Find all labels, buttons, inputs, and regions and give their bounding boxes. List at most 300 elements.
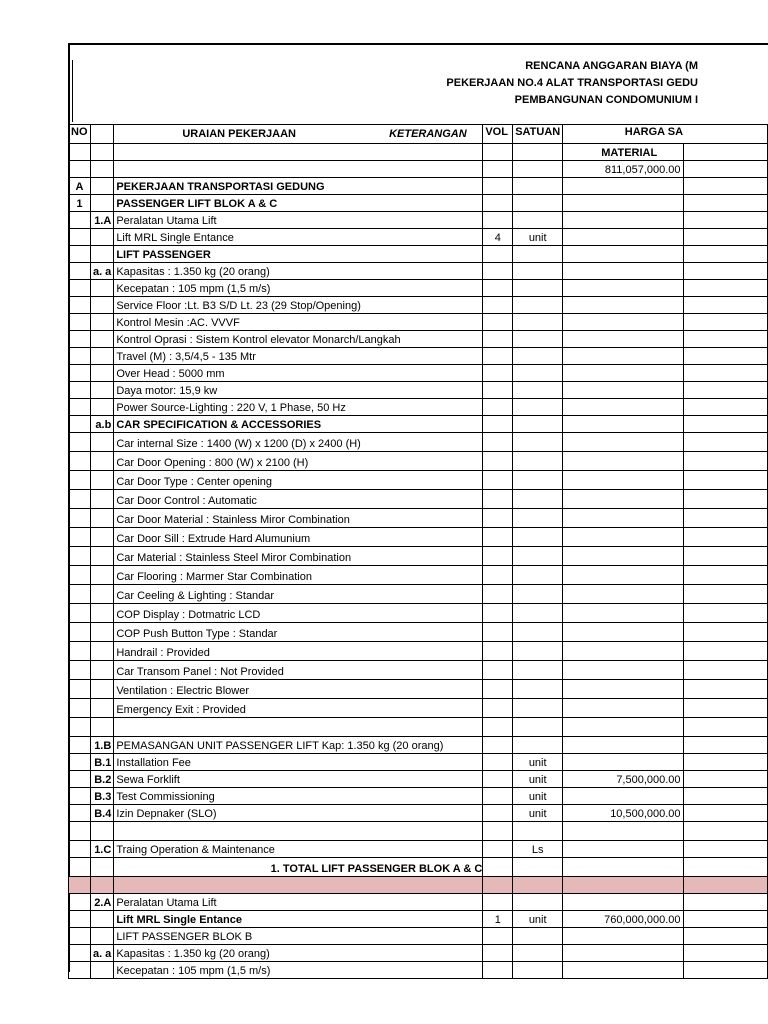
row-description[interactable]: Sewa Forklift [114,771,483,788]
row-number[interactable] [69,566,91,585]
cell[interactable] [69,144,91,161]
row-vol[interactable] [483,178,513,195]
row-number[interactable] [69,528,91,547]
header-uraian-cell[interactable] [114,125,483,144]
cell[interactable] [90,161,113,178]
row-satuan[interactable] [513,737,563,754]
row-extra[interactable] [683,718,767,737]
row-vol[interactable] [483,737,513,754]
row-vol[interactable] [483,661,513,680]
row-extra[interactable] [683,928,767,945]
row-sub-number[interactable] [90,331,113,348]
row-description[interactable]: Car Door Material : Stainless Miror Combination [114,509,483,528]
row-number[interactable] [69,280,91,297]
row-number[interactable] [69,962,91,979]
row-description[interactable]: Kapasitas : 1.350 kg (20 orang) [114,945,483,962]
row-material[interactable]: 7,500,000.00 [563,771,683,788]
row-sub-number[interactable]: 1.B [90,737,113,754]
row-material[interactable] [563,699,683,718]
row-description[interactable]: COP Push Button Type : Standar [114,623,483,642]
row-sub-number[interactable]: B.1 [90,754,113,771]
row-extra[interactable] [683,805,767,822]
row-extra[interactable] [683,528,767,547]
row-extra[interactable] [683,490,767,509]
row-number[interactable] [69,331,91,348]
row-sub-number[interactable] [90,509,113,528]
row-satuan[interactable]: unit [513,788,563,805]
row-description[interactable]: Lift MRL Single Entance [114,229,483,246]
row-satuan[interactable] [513,945,563,962]
cell[interactable] [513,161,563,178]
row-material[interactable] [563,566,683,585]
row-satuan[interactable]: unit [513,771,563,788]
row-satuan[interactable] [513,566,563,585]
row-sub-number[interactable] [90,699,113,718]
row-satuan[interactable]: unit [513,229,563,246]
row-extra[interactable] [683,623,767,642]
row-sub-number[interactable]: 2.A [90,894,113,911]
row-vol[interactable] [483,699,513,718]
cell[interactable] [483,161,513,178]
row-extra[interactable] [683,452,767,471]
row-satuan[interactable] [513,490,563,509]
row-number[interactable] [69,718,91,737]
row-vol[interactable] [483,788,513,805]
row-extra[interactable] [683,195,767,212]
row-vol[interactable] [483,877,513,894]
row-vol[interactable] [483,528,513,547]
row-description[interactable]: Car Transom Panel : Not Provided [114,661,483,680]
row-description[interactable]: PEKERJAAN TRANSPORTASI GEDUNG [114,178,483,195]
row-description[interactable]: Over Head : 5000 mm [114,365,483,382]
cell[interactable] [513,144,563,161]
row-extra[interactable] [683,382,767,399]
row-number[interactable] [69,585,91,604]
row-sub-number[interactable] [90,471,113,490]
row-sub-number[interactable] [90,382,113,399]
row-vol[interactable] [483,718,513,737]
row-number[interactable] [69,229,91,246]
row-sub-number[interactable]: 1.C [90,841,113,858]
material-total[interactable]: 811,057,000.00 [563,161,683,178]
cell[interactable] [69,161,91,178]
row-material[interactable] [563,314,683,331]
row-number[interactable] [69,928,91,945]
row-description[interactable]: PEMASANGAN UNIT PASSENGER LIFT Kap: 1.350 kg (20 orang) [114,737,483,754]
row-extra[interactable] [683,841,767,858]
row-satuan[interactable] [513,894,563,911]
row-description[interactable] [114,822,483,841]
row-sub-number[interactable]: B.3 [90,788,113,805]
row-sub-number[interactable] [90,604,113,623]
row-vol[interactable] [483,547,513,566]
row-material[interactable] [563,246,683,263]
row-description[interactable]: Lift MRL Single Entance [114,911,483,928]
row-description[interactable]: Emergency Exit : Provided [114,699,483,718]
row-material[interactable] [563,604,683,623]
row-description[interactable]: COP Display : Dotmatric LCD [114,604,483,623]
row-material[interactable] [563,528,683,547]
row-extra[interactable] [683,642,767,661]
row-material[interactable] [563,382,683,399]
row-satuan[interactable] [513,348,563,365]
row-material[interactable] [563,661,683,680]
row-satuan[interactable] [513,718,563,737]
header-no[interactable]: NO [69,125,91,144]
row-number[interactable] [69,452,91,471]
row-vol[interactable] [483,642,513,661]
row-vol[interactable] [483,754,513,771]
row-description[interactable]: Installation Fee [114,754,483,771]
row-material[interactable] [563,178,683,195]
row-satuan[interactable] [513,212,563,229]
row-number[interactable] [69,642,91,661]
row-number[interactable] [69,433,91,452]
row-number[interactable] [69,348,91,365]
row-extra[interactable] [683,280,767,297]
row-extra[interactable] [683,433,767,452]
row-number[interactable] [69,490,91,509]
row-vol[interactable] [483,314,513,331]
row-material[interactable] [563,297,683,314]
row-satuan[interactable] [513,246,563,263]
row-vol[interactable] [483,962,513,979]
row-extra[interactable] [683,788,767,805]
cell[interactable] [114,161,483,178]
row-number[interactable] [69,509,91,528]
row-satuan[interactable] [513,822,563,841]
row-extra[interactable] [683,566,767,585]
row-extra[interactable] [683,754,767,771]
row-number[interactable] [69,297,91,314]
row-material[interactable] [563,263,683,280]
row-sub-number[interactable] [90,718,113,737]
row-material[interactable] [563,822,683,841]
row-sub-number[interactable] [90,858,113,877]
row-material[interactable]: 760,000,000.00 [563,911,683,928]
row-extra[interactable] [683,585,767,604]
row-satuan[interactable] [513,263,563,280]
row-vol[interactable]: 1 [483,911,513,928]
row-material[interactable] [563,585,683,604]
row-extra[interactable] [683,314,767,331]
row-vol[interactable] [483,858,513,877]
row-extra[interactable] [683,911,767,928]
row-sub-number[interactable]: B.2 [90,771,113,788]
row-vol[interactable] [483,471,513,490]
row-description[interactable]: Daya motor: 15,9 kw [114,382,483,399]
row-extra[interactable] [683,858,767,877]
row-number[interactable] [69,877,91,894]
row-vol[interactable] [483,894,513,911]
row-number[interactable] [69,314,91,331]
row-vol[interactable] [483,416,513,433]
row-description[interactable]: Car internal Size : 1400 (W) x 1200 (D) x 2400 (H) [114,433,483,452]
row-vol[interactable] [483,399,513,416]
row-material[interactable] [563,623,683,642]
row-extra[interactable] [683,365,767,382]
row-material[interactable] [563,229,683,246]
row-description[interactable]: Car Door Opening : 800 (W) x 2100 (H) [114,452,483,471]
row-description[interactable]: Power Source-Lighting : 220 V, 1 Phase, 50 Hz [114,399,483,416]
row-sub-number[interactable] [90,280,113,297]
row-material[interactable] [563,894,683,911]
row-vol[interactable] [483,452,513,471]
cell[interactable] [683,144,767,161]
row-material[interactable] [563,399,683,416]
row-description[interactable]: Kontrol Oprasi : Sistem Kontrol elevator Monarch/Langkah [114,331,483,348]
row-extra[interactable] [683,471,767,490]
row-material[interactable] [563,471,683,490]
row-sub-number[interactable] [90,680,113,699]
row-material[interactable] [563,718,683,737]
row-number[interactable] [69,365,91,382]
row-material[interactable] [563,841,683,858]
row-extra[interactable] [683,348,767,365]
row-extra[interactable] [683,178,767,195]
row-extra[interactable] [683,771,767,788]
row-number[interactable] [69,661,91,680]
cell[interactable] [483,144,513,161]
row-satuan[interactable] [513,297,563,314]
row-material[interactable] [563,416,683,433]
row-material[interactable] [563,788,683,805]
row-satuan[interactable] [513,399,563,416]
row-description[interactable]: Car Door Type : Center opening [114,471,483,490]
row-material[interactable] [563,962,683,979]
row-satuan[interactable] [513,680,563,699]
row-satuan[interactable]: unit [513,805,563,822]
row-number[interactable] [69,737,91,754]
row-satuan[interactable] [513,314,563,331]
row-extra[interactable] [683,894,767,911]
row-number[interactable] [69,547,91,566]
row-description[interactable]: Ventilation : Electric Blower [114,680,483,699]
row-material[interactable] [563,754,683,771]
row-material[interactable] [563,680,683,699]
row-extra[interactable] [683,547,767,566]
header-harga[interactable]: HARGA SA [563,125,683,144]
row-number[interactable] [69,788,91,805]
row-material[interactable] [563,331,683,348]
row-satuan[interactable] [513,604,563,623]
row-sub-number[interactable] [90,822,113,841]
row-sub-number[interactable] [90,348,113,365]
row-satuan[interactable] [513,471,563,490]
row-vol[interactable] [483,246,513,263]
row-extra[interactable] [683,297,767,314]
row-number[interactable] [69,841,91,858]
row-vol[interactable] [483,623,513,642]
row-number[interactable] [69,680,91,699]
row-number[interactable] [69,623,91,642]
row-number[interactable] [69,382,91,399]
row-material[interactable] [563,452,683,471]
row-vol[interactable] [483,348,513,365]
row-extra[interactable] [683,263,767,280]
row-satuan[interactable] [513,509,563,528]
row-extra[interactable] [683,822,767,841]
row-sub-number[interactable] [90,314,113,331]
row-description[interactable]: Car Door Control : Automatic [114,490,483,509]
row-description[interactable]: Test Commissioning [114,788,483,805]
row-description[interactable] [114,718,483,737]
row-material[interactable]: 10,500,000.00 [563,805,683,822]
row-extra[interactable] [683,737,767,754]
row-description[interactable]: Kecepatan : 105 mpm (1,5 m/s) [114,962,483,979]
cell[interactable] [683,161,767,178]
row-number[interactable] [69,858,91,877]
row-description[interactable] [114,877,483,894]
row-satuan[interactable] [513,382,563,399]
header-satuan[interactable]: SATUAN [513,125,563,144]
row-description[interactable]: Service Floor :Lt. B3 S/D Lt. 23 (29 Stop/Opening) [114,297,483,314]
row-extra[interactable] [683,945,767,962]
row-satuan[interactable] [513,585,563,604]
row-description[interactable]: LIFT PASSENGER [114,246,483,263]
row-sub-number[interactable] [90,433,113,452]
row-satuan[interactable]: unit [513,911,563,928]
row-vol[interactable] [483,280,513,297]
row-satuan[interactable] [513,280,563,297]
row-sub-number[interactable] [90,877,113,894]
row-satuan[interactable] [513,661,563,680]
row-number[interactable] [69,263,91,280]
row-sub-number[interactable] [90,623,113,642]
row-satuan[interactable] [513,623,563,642]
row-sub-number[interactable]: a.b [90,416,113,433]
row-sub-number[interactable] [90,528,113,547]
row-satuan[interactable]: unit [513,754,563,771]
row-extra[interactable] [683,877,767,894]
row-sub-number[interactable] [90,962,113,979]
row-number[interactable] [69,699,91,718]
row-satuan[interactable] [513,331,563,348]
row-number[interactable] [69,822,91,841]
row-material[interactable] [563,365,683,382]
row-number[interactable] [69,754,91,771]
row-material[interactable] [563,877,683,894]
row-vol[interactable]: 4 [483,229,513,246]
row-material[interactable] [563,280,683,297]
row-sub-number[interactable] [90,547,113,566]
row-vol[interactable] [483,680,513,699]
row-material[interactable] [563,547,683,566]
row-description[interactable]: CAR SPECIFICATION & ACCESSORIES [114,416,483,433]
row-sub-number[interactable] [90,195,113,212]
row-extra[interactable] [683,246,767,263]
row-sub-number[interactable]: B.4 [90,805,113,822]
row-satuan[interactable] [513,858,563,877]
row-sub-number[interactable] [90,585,113,604]
row-sub-number[interactable] [90,452,113,471]
row-satuan[interactable] [513,962,563,979]
row-sub-number[interactable] [90,246,113,263]
row-description[interactable]: Travel (M) : 3,5/4,5 - 135 Mtr [114,348,483,365]
row-description[interactable]: Car Material : Stainless Steel Miror Combination [114,547,483,566]
row-satuan[interactable] [513,928,563,945]
row-sub-number[interactable] [90,178,113,195]
row-number[interactable] [69,416,91,433]
row-number[interactable] [69,805,91,822]
row-extra[interactable] [683,416,767,433]
row-number[interactable] [69,399,91,416]
row-number[interactable]: A [69,178,91,195]
row-sub-number[interactable] [90,297,113,314]
row-vol[interactable] [483,771,513,788]
row-number[interactable] [69,604,91,623]
row-vol[interactable] [483,365,513,382]
row-description[interactable]: Traing Operation & Maintenance [114,841,483,858]
row-material[interactable] [563,509,683,528]
row-description[interactable]: Kecepatan : 105 mpm (1,5 m/s) [114,280,483,297]
row-number[interactable] [69,212,91,229]
row-satuan[interactable] [513,452,563,471]
row-extra[interactable] [683,399,767,416]
header-material[interactable]: MATERIAL [563,144,683,161]
row-sub-number[interactable] [90,642,113,661]
cell[interactable] [114,144,483,161]
row-satuan[interactable] [513,433,563,452]
row-vol[interactable] [483,841,513,858]
row-vol[interactable] [483,382,513,399]
row-satuan[interactable] [513,528,563,547]
row-description[interactable]: PASSENGER LIFT BLOK A & C [114,195,483,212]
row-vol[interactable] [483,945,513,962]
row-extra[interactable] [683,331,767,348]
cell[interactable] [90,144,113,161]
row-vol[interactable] [483,805,513,822]
row-satuan[interactable] [513,642,563,661]
row-satuan[interactable] [513,178,563,195]
row-sub-number[interactable] [90,365,113,382]
row-description[interactable]: Peralatan Utama Lift [114,894,483,911]
row-extra[interactable] [683,212,767,229]
row-vol[interactable] [483,509,513,528]
row-description[interactable]: Izin Depnaker (SLO) [114,805,483,822]
row-material[interactable] [563,945,683,962]
row-sub-number[interactable] [90,490,113,509]
row-satuan[interactable] [513,547,563,566]
row-number[interactable] [69,945,91,962]
row-description[interactable]: Car Door Sill : Extrude Hard Alumunium [114,528,483,547]
row-description[interactable]: LIFT PASSENGER BLOK B [114,928,483,945]
row-number[interactable] [69,911,91,928]
row-description[interactable]: Kapasitas : 1.350 kg (20 orang) [114,263,483,280]
row-sub-number[interactable] [90,661,113,680]
row-satuan[interactable]: Ls [513,841,563,858]
row-sub-number[interactable] [90,566,113,585]
row-material[interactable] [563,195,683,212]
row-satuan[interactable] [513,365,563,382]
row-vol[interactable] [483,490,513,509]
row-sub-number[interactable] [90,911,113,928]
row-material[interactable] [563,490,683,509]
row-number[interactable]: 1 [69,195,91,212]
header-harga-cont[interactable] [683,125,767,144]
row-number[interactable] [69,894,91,911]
row-vol[interactable] [483,433,513,452]
row-sub-number[interactable]: a. a [90,945,113,962]
row-description[interactable]: Kontrol Mesin :AC. VVVF [114,314,483,331]
row-extra[interactable] [683,661,767,680]
row-vol[interactable] [483,928,513,945]
row-sub-number[interactable] [90,399,113,416]
row-vol[interactable] [483,566,513,585]
row-vol[interactable] [483,331,513,348]
row-extra[interactable] [683,680,767,699]
row-material[interactable] [563,858,683,877]
